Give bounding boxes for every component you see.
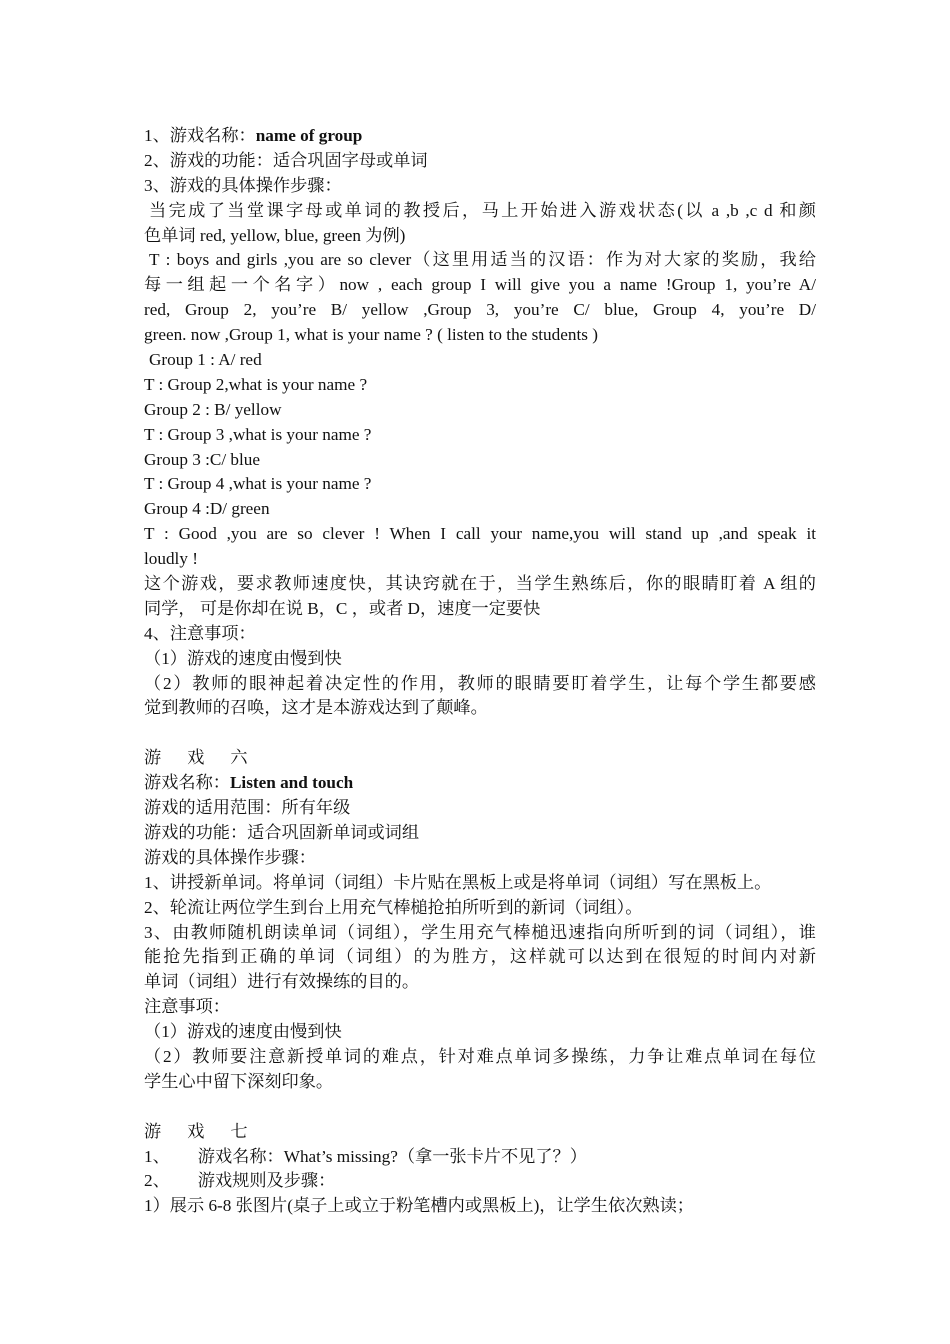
teacher-dialog-line: loudly ! — [144, 549, 198, 569]
group-reply-line: Group 3 :C/ blue — [144, 449, 261, 469]
game-name-label: 1、游戏名称： — [144, 126, 256, 145]
spacer — [144, 1095, 816, 1120]
notes-title: 4、注意事项： — [144, 623, 256, 643]
teacher-dialog-line: T : Good ,you are so clever ! When I call your name,you will stand up ,and speak it — [144, 524, 816, 544]
game-function-line: 游戏的功能：适合巩固新单词或词组 — [144, 822, 420, 842]
teacher-question-line: T : Group 2,what is your name ? — [144, 374, 368, 394]
step-item: 1）展示 6-8 张图片(桌子上或立于粉笔槽内或黑板上)，让学生依次熟读； — [144, 1196, 694, 1216]
heading-char: 六 — [230, 748, 248, 768]
game-function-line: 2、游戏的功能：适合巩固字母或单词 — [144, 150, 428, 170]
heading-char: 戏 — [187, 748, 205, 768]
game-rules-text: 游戏规则及步骤： — [197, 1171, 336, 1191]
note-item: 学生心中留下深刻印象。 — [144, 1071, 334, 1091]
list-number: 1、 — [144, 1146, 170, 1166]
intro-paragraph-line: 色单词 red, yellow, blue, green 为例) — [144, 225, 406, 245]
group-reply-line: Group 4 :D/ green — [144, 499, 270, 519]
teacher-dialog-line: green. now ,Group 1, what is your name ? ( listen to the students ) — [144, 325, 598, 345]
tip-paragraph-line: 这个游戏，要求教师速度快，其诀窍就在于，当学生熟练后，你的眼睛盯着 A 组的 — [144, 574, 816, 594]
game-name-line — [144, 771, 816, 796]
game-scope-line: 游戏的适用范围：所有年级 — [144, 798, 351, 818]
note-item: （1）游戏的速度由慢到快 — [144, 1022, 342, 1042]
heading-char: 游 — [144, 1121, 162, 1141]
document-page — [144, 124, 816, 1219]
spacer — [144, 721, 816, 746]
section-heading — [144, 1120, 816, 1145]
section-heading — [144, 746, 816, 771]
step-item: 单词（词组）进行有效操练的目的。 — [144, 972, 420, 992]
heading-char: 七 — [230, 1121, 248, 1141]
list-number: 2、 — [144, 1171, 170, 1191]
game-name-text: 游戏名称：What’s missing?（拿一张卡片不见了？） — [197, 1146, 587, 1166]
teacher-question-line: T : Group 3 ,what is your name ? — [144, 424, 372, 444]
step-item: 3、由教师随机朗读单词（词组），学生用充气棒槌迅速指向所听到的词（词组），谁 — [144, 922, 816, 942]
teacher-question-line: T : Group 4 ,what is your name ? — [144, 474, 372, 494]
heading-char: 戏 — [187, 1121, 205, 1141]
note-item: （2）教师要注意新授单词的难点，针对难点单词多操练，力争让难点单词在每位 — [144, 1046, 816, 1066]
teacher-dialog-line: T : boys and girls ,you are so clever（这里用适当的汉语：作为对大家的奖励，我给 — [149, 250, 816, 270]
teacher-dialog-line: red, Group 2, you’re B/ yellow ,Group 3, you’re C/ blue, Group 4, you’re D/ — [144, 300, 816, 320]
game-rules-line — [144, 1169, 816, 1194]
intro-paragraph-line: 当完成了当堂课字母或单词的教授后，马上开始进入游戏状态(以 a ,b ,c d 和颜 — [149, 200, 816, 220]
group-reply-line: Group 1 : A/ red — [149, 350, 262, 370]
step-item: 1、讲授新单词。将单词（词组）卡片贴在黑板上或是将单词（词组）写在黑板上。 — [144, 872, 772, 892]
note-item: （2）教师的眼神起着决定性的作用，教师的眼睛要盯着学生，让每个学生都要感 — [144, 673, 816, 693]
game-name-label: 游戏名称： — [144, 773, 230, 793]
game-name-line — [144, 124, 816, 149]
game-steps-title: 游戏的具体操作步骤： — [144, 847, 316, 867]
game-name-line — [144, 1145, 816, 1170]
teacher-dialog-line: 每一组起一个名字）now , each group I will give you a name !Group 1, you’re A/ — [144, 275, 816, 295]
heading-char: 游 — [144, 748, 162, 768]
game-steps-title: 3、游戏的具体操作步骤： — [144, 175, 342, 195]
step-item: 2、轮流让两位学生到台上用充气棒槌抢拍所听到的新词（词组）。 — [144, 897, 643, 917]
step-item: 能抢先指到正确的单词（词组）的为胜方，这样就可以达到在很短的时间内对新 — [144, 947, 816, 967]
game-name-value: Listen and touch — [229, 773, 354, 793]
game-name-value: name of group — [255, 126, 363, 145]
note-item: （1）游戏的速度由慢到快 — [144, 648, 342, 668]
tip-paragraph-line: 同学， 可是你却在说 B，C ，或者 D，速度一定要快 — [144, 598, 541, 618]
group-reply-line: Group 2 : B/ yellow — [144, 399, 282, 419]
notes-title: 注意事项： — [144, 997, 230, 1017]
note-item: 觉到教师的召唤，这才是本游戏达到了颠峰。 — [144, 698, 488, 718]
